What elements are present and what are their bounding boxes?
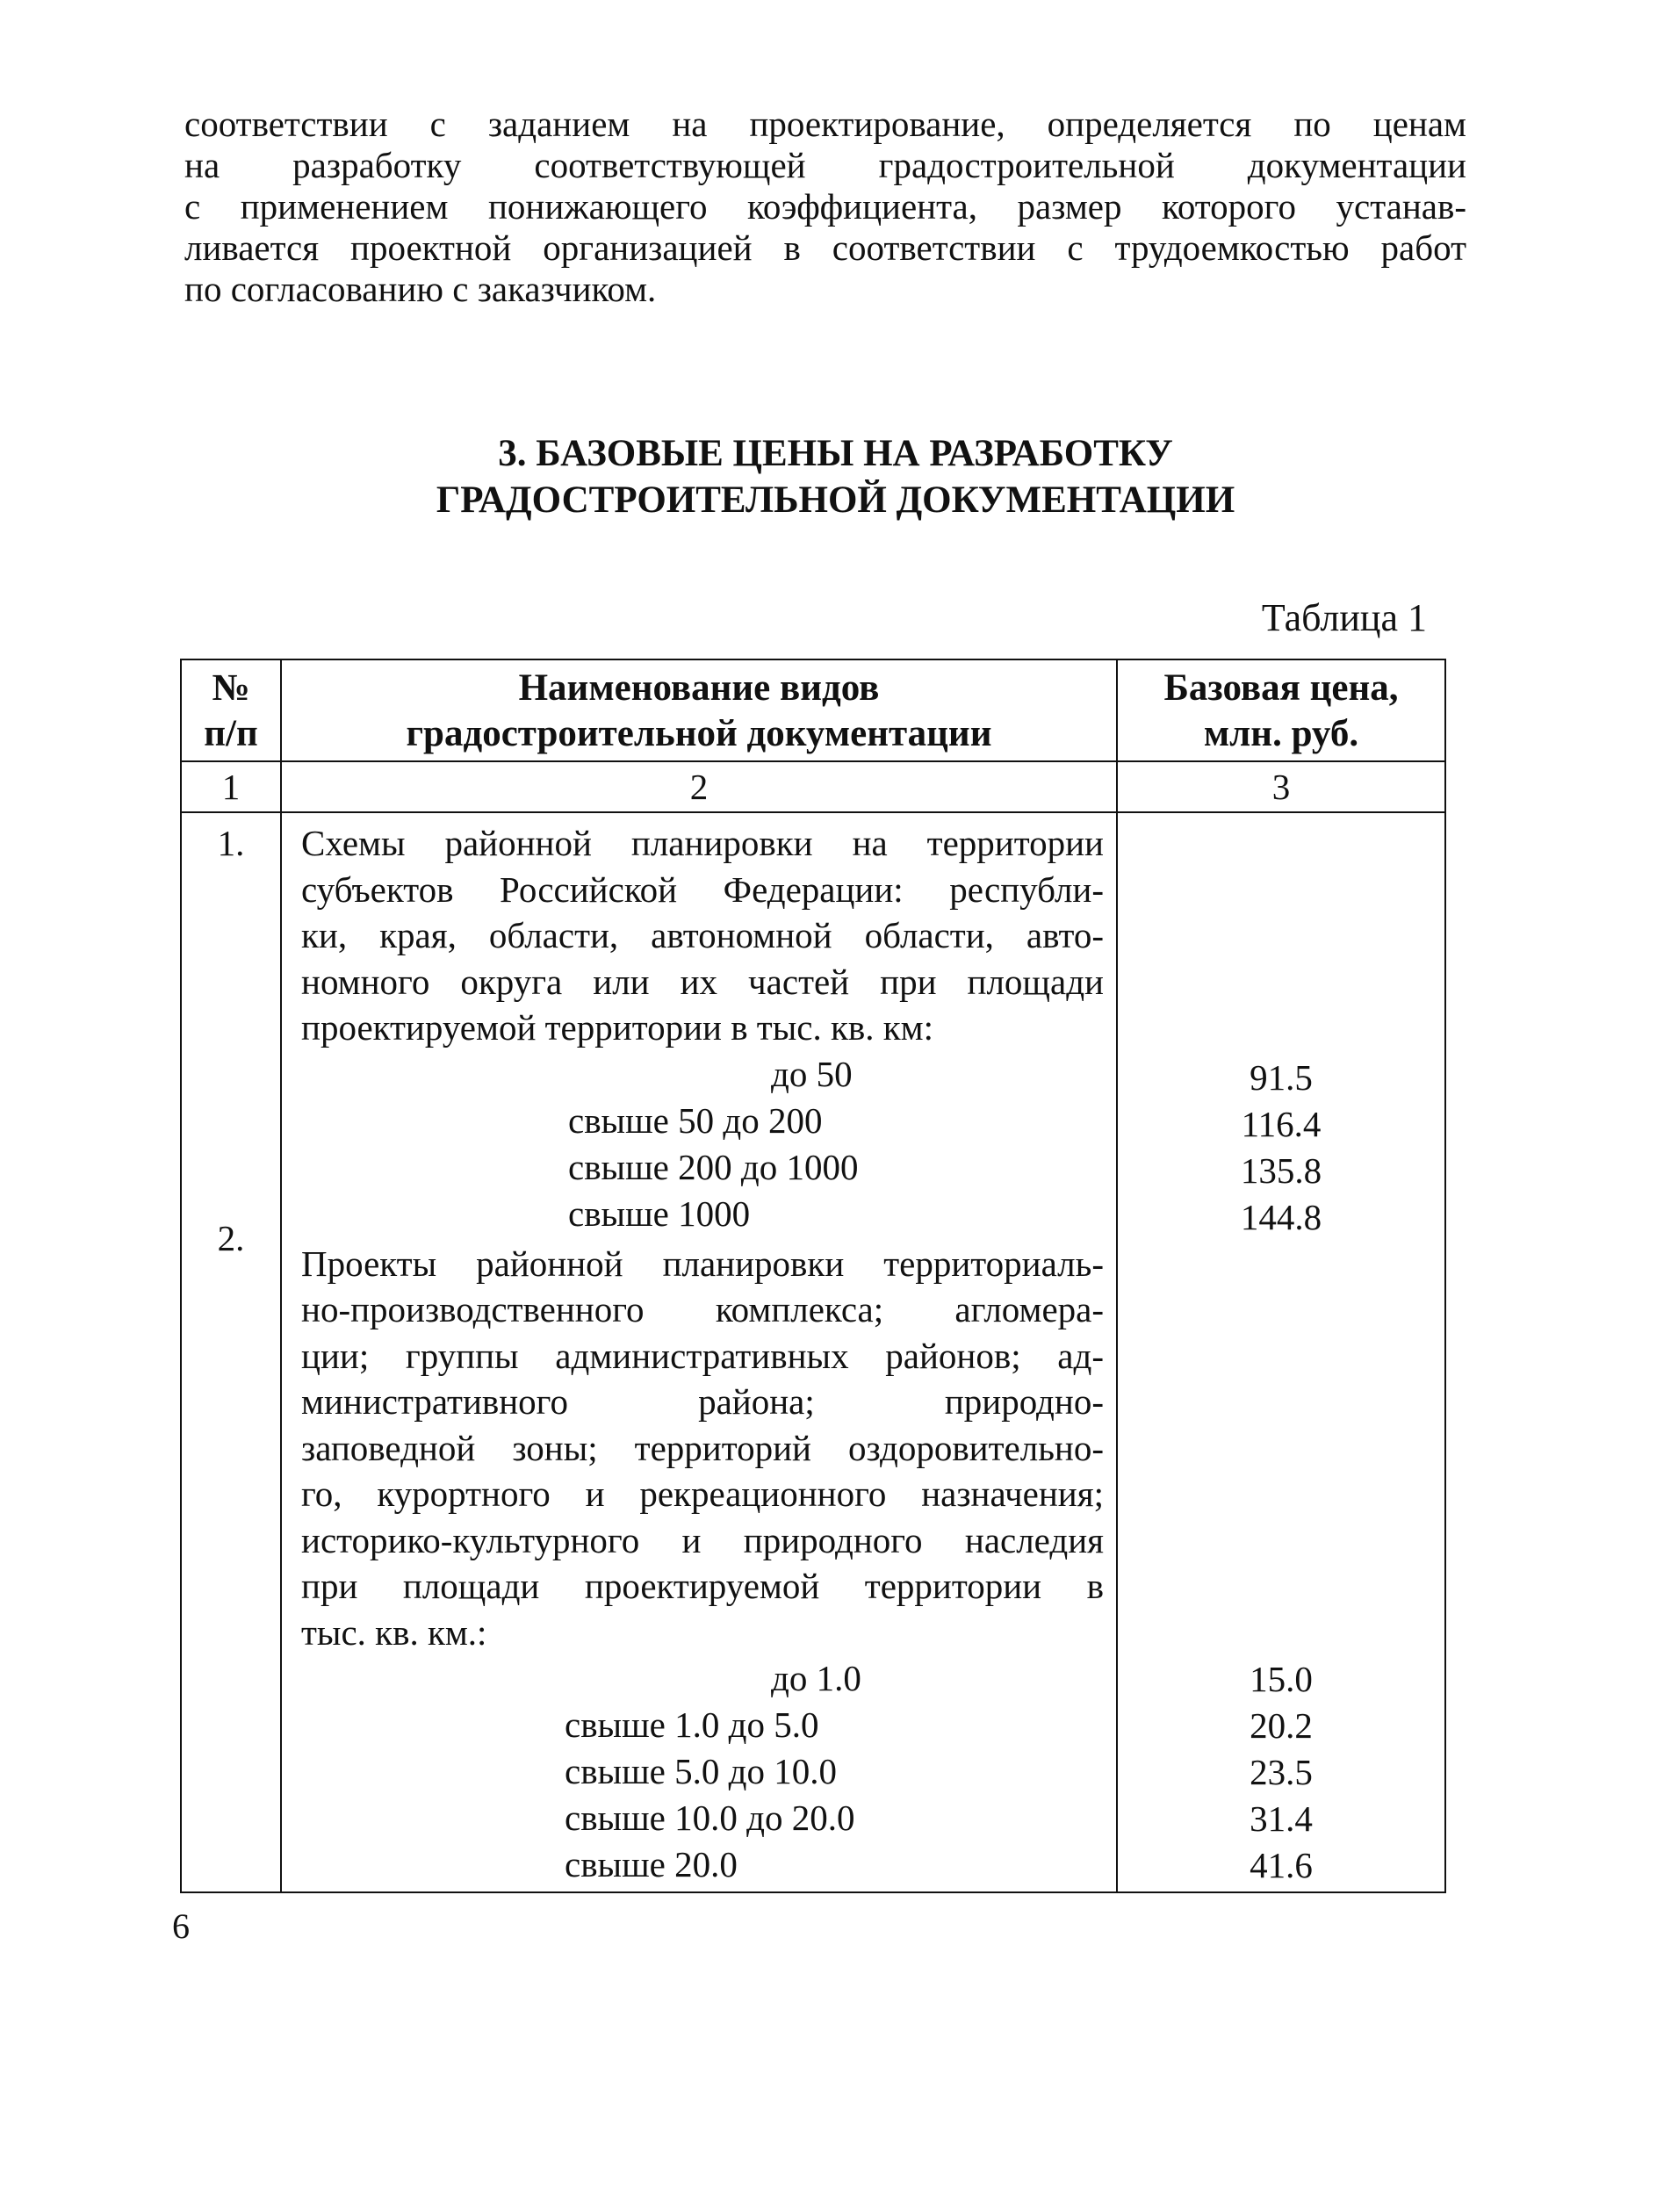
column-number: 1 — [181, 761, 281, 812]
header-text: градостроительной документации — [406, 713, 992, 754]
description-line: но-производственного комплекса; агломера- — [301, 1289, 1104, 1329]
description-line: номного округа или их частей при площади — [301, 961, 1104, 1002]
row-number: 2. — [217, 1217, 245, 1258]
header-name — [281, 659, 1117, 761]
price-value: 31.4 — [1250, 1798, 1313, 1839]
range-label: свыше 1.0 до 5.0 — [565, 1704, 819, 1745]
header-text: п/п — [204, 713, 258, 754]
range-label: свыше 10.0 до 20.0 — [565, 1798, 855, 1838]
intro-paragraph — [184, 104, 1466, 310]
header-price — [1117, 659, 1445, 761]
column-number: 3 — [1117, 761, 1445, 812]
price-value: 20.2 — [1250, 1705, 1313, 1746]
range-label: свыше 1000 — [568, 1192, 751, 1234]
description-line: ки, края, области, автономной области, авто- — [301, 915, 1104, 955]
header-text: Наименование видов — [518, 667, 880, 709]
price-value: 135.8 — [1240, 1150, 1322, 1191]
price-value: 41.6 — [1250, 1845, 1313, 1885]
header-text: № — [212, 667, 250, 709]
price-value: 15.0 — [1250, 1659, 1313, 1699]
range-label: свыше 200 до 1000 — [568, 1146, 859, 1187]
section-heading-line: 3. БАЗОВЫЕ ЦЕНЫ НА РАЗРАБОТКУ — [498, 433, 1173, 474]
section-heading — [0, 430, 1671, 523]
price-table — [180, 659, 1446, 1893]
row-description — [301, 820, 1104, 1051]
header-text: Базовая цена, — [1163, 667, 1399, 709]
header-text: млн. руб. — [1203, 713, 1359, 754]
description-line: проектируемой территории в тыс. кв. км: — [301, 1007, 934, 1048]
range-label: до 1.0 — [771, 1658, 861, 1698]
section-heading-line: ГРАДОСТРОИТЕЛЬНОЙ ДОКУМЕНТАЦИИ — [436, 479, 1235, 521]
column-number: 2 — [281, 761, 1117, 812]
description-line: историко-культурного и природного наследия — [301, 1519, 1104, 1560]
intro-line: с применением понижающего коэффициента, размер которого устанав- — [184, 186, 1466, 227]
price-value: 91.5 — [1250, 1057, 1313, 1098]
range-label: до 50 — [771, 1053, 853, 1094]
description-line: тыс. кв. км.: — [301, 1611, 487, 1653]
intro-line: соответствии с заданием на проектирование, определяется по ценам — [184, 104, 1466, 144]
row-block — [282, 813, 1116, 1241]
description-line: заповедной зоны; территорий оздоровительно- — [301, 1427, 1104, 1468]
description-line: министративного района; природно- — [301, 1381, 1104, 1422]
row-number: 1. — [217, 823, 245, 863]
row-description — [301, 1241, 1104, 1656]
table-header-row — [181, 659, 1445, 761]
intro-line: ливается проектной организацией в соответствии с трудоемкостью работ — [184, 227, 1466, 268]
price-value: 23.5 — [1250, 1752, 1313, 1792]
range-label: свыше 50 до 200 — [568, 1099, 823, 1141]
description-line: Проекты районной планировки территориаль- — [301, 1243, 1104, 1284]
price-value: 116.4 — [1241, 1104, 1322, 1144]
column-number-row — [181, 761, 1445, 812]
intro-line: на разработку соответствующей градостроительной документации — [184, 145, 1466, 185]
row-description-cell — [281, 812, 1117, 1892]
row-number-cell — [181, 812, 281, 1892]
range-label: свыше 20.0 — [565, 1844, 738, 1884]
row-block — [282, 1241, 1116, 1892]
description-line: Схемы районной планировки на территории — [301, 823, 1104, 863]
table-label: Таблица 1 — [1261, 596, 1427, 639]
page-number: 6 — [172, 1906, 190, 1946]
description-line: при площади проектируемой территории в — [301, 1566, 1104, 1606]
header-number — [181, 659, 281, 761]
price-value: 144.8 — [1240, 1197, 1322, 1237]
description-line: го, курортного и рекреационного назначения; — [301, 1473, 1104, 1514]
intro-line: по согласованию с заказчиком. — [184, 269, 657, 309]
description-line: субъектов Российской Федерации: республи- — [301, 868, 1104, 910]
range-label: свыше 5.0 до 10.0 — [565, 1751, 837, 1791]
row-price-cell — [1117, 812, 1445, 1892]
price-values — [1118, 813, 1444, 1241]
description-line: ции; группы административных районов; ад- — [301, 1335, 1104, 1376]
price-values — [1118, 1241, 1444, 1889]
table-row — [181, 812, 1445, 1892]
